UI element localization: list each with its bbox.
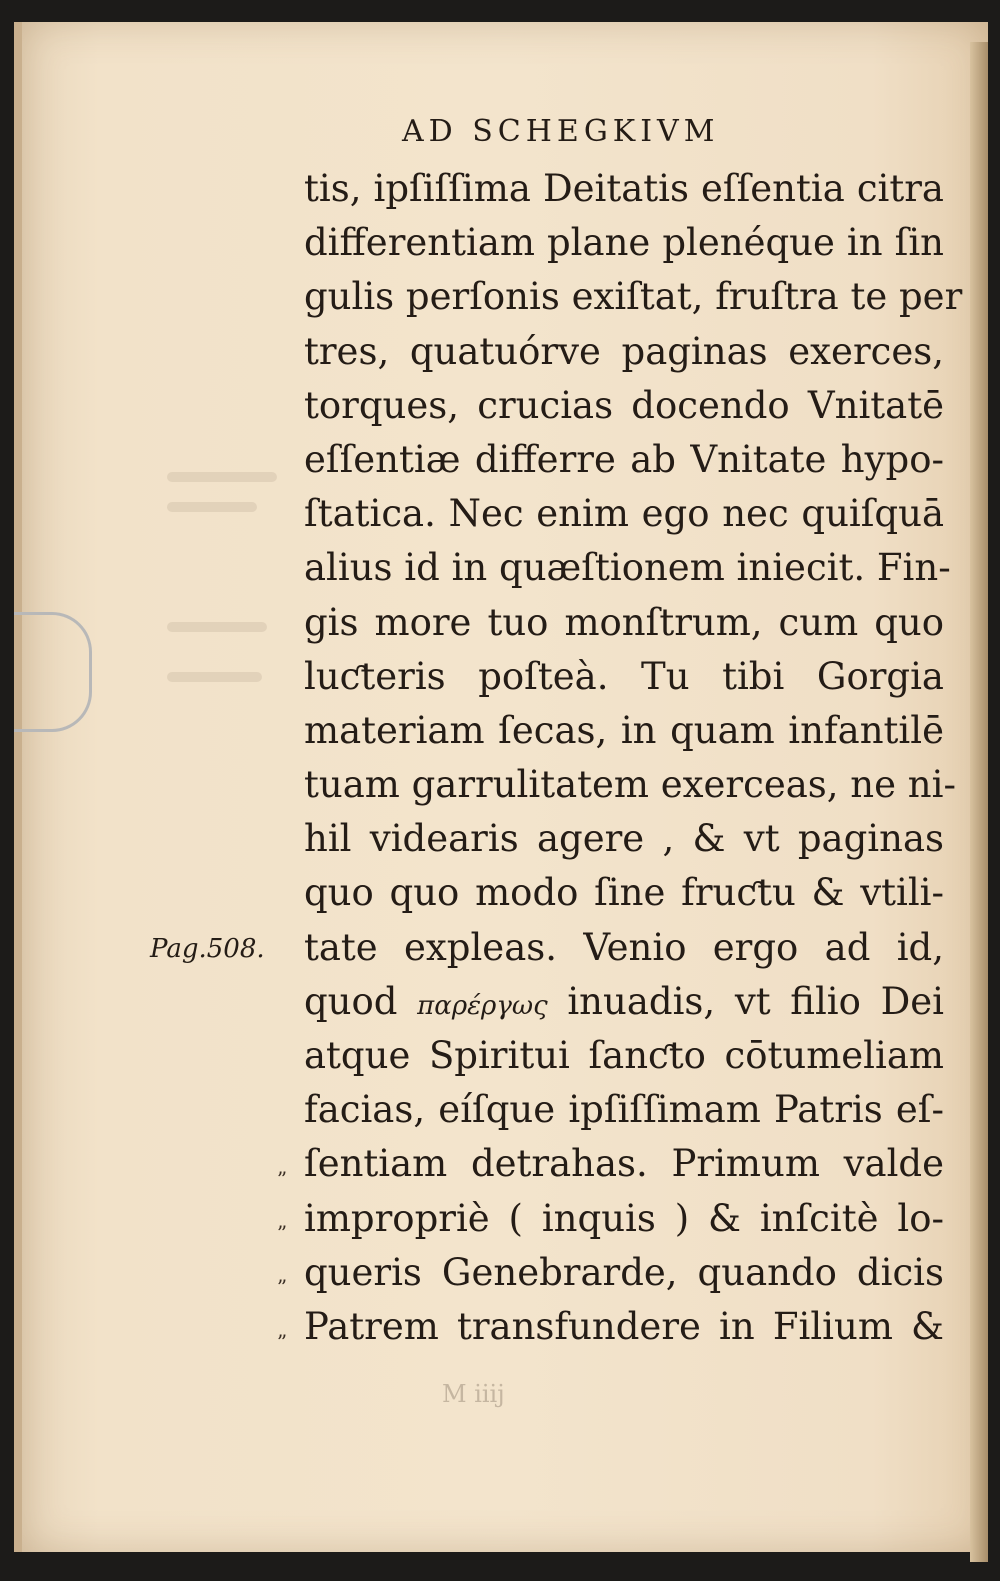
margin-page-reference: Pag.508. <box>150 934 265 964</box>
text-line: tis, ipſiſſima Deitatis eſſentia citra <box>304 167 944 210</box>
text-fragment: quod <box>304 979 418 1023</box>
page-edge <box>970 42 988 1562</box>
text-line: eſſentiæ differre ab Vnitate hypo- <box>304 437 944 481</box>
text-line: luƈteris poſteà. Tu tibi Gorgia <box>304 654 944 698</box>
text-line: gis more tuo monſtrum, cum quo <box>304 600 944 644</box>
text-line: hil videaris agere , & vt paginas <box>304 817 944 861</box>
greek-word: παρέργως <box>417 990 548 1021</box>
book-page <box>14 22 988 1552</box>
quote-mark: ” <box>276 1221 288 1246</box>
quote-mark: ” <box>276 1167 288 1191</box>
bleed-through <box>167 672 262 682</box>
text-line: facias, eíſque ipſiſſimam Patris eſ- <box>304 1088 944 1132</box>
text-line: queris Genebrarde, quando dicis <box>304 1250 944 1294</box>
text-line: ſentiam detrahas. Primum valde <box>304 1142 944 1186</box>
bleed-through <box>167 622 267 632</box>
text-fragment: inuadis, vt filio Dei <box>547 979 944 1023</box>
text-line: tuam garrulitatem exerceas, ne ni- <box>304 763 956 807</box>
signature-mark: M iiij <box>442 1380 505 1408</box>
text-line: ſtatica. Nec enim ego nec quiſquā <box>304 492 944 536</box>
margin-quote-marks <box>270 1152 294 1369</box>
text-line: materiam ſecas, in quam infantilē <box>304 708 944 752</box>
text-line: impropriè ( inquis ) & inſcitè lo- <box>304 1196 944 1240</box>
text-line: alius id in quæſtionem iniecit. Fin- <box>304 546 951 590</box>
text-line: atque Spiritui ſanƈto cōtumeliam <box>304 1034 944 1077</box>
text-line: tres, quatuórve paginas exerces, <box>304 329 944 373</box>
main-text <box>304 162 963 1354</box>
running-head: AD SCHEGKIVM <box>402 114 720 149</box>
book-clip <box>14 612 92 732</box>
text-line: tate expleas. Venio ergo ad id, <box>304 925 944 969</box>
text-line: torques, crucias docendo Vnitatē <box>304 383 944 427</box>
text-line-with-greek <box>304 975 944 1029</box>
text-line: quo quo modo ſine fruƈtu & vtili- <box>304 871 944 915</box>
text-line: gulis perſonis exiſtat, fruſtra te per <box>304 275 963 319</box>
quote-mark: ” <box>276 1275 288 1300</box>
text-line: differentiam plane plenéque in ſin <box>304 221 944 265</box>
bleed-through <box>167 472 277 482</box>
text-line: Patrem transfundere in Filium & <box>304 1304 944 1348</box>
quote-mark: ” <box>276 1329 288 1354</box>
bleed-through <box>167 502 257 512</box>
